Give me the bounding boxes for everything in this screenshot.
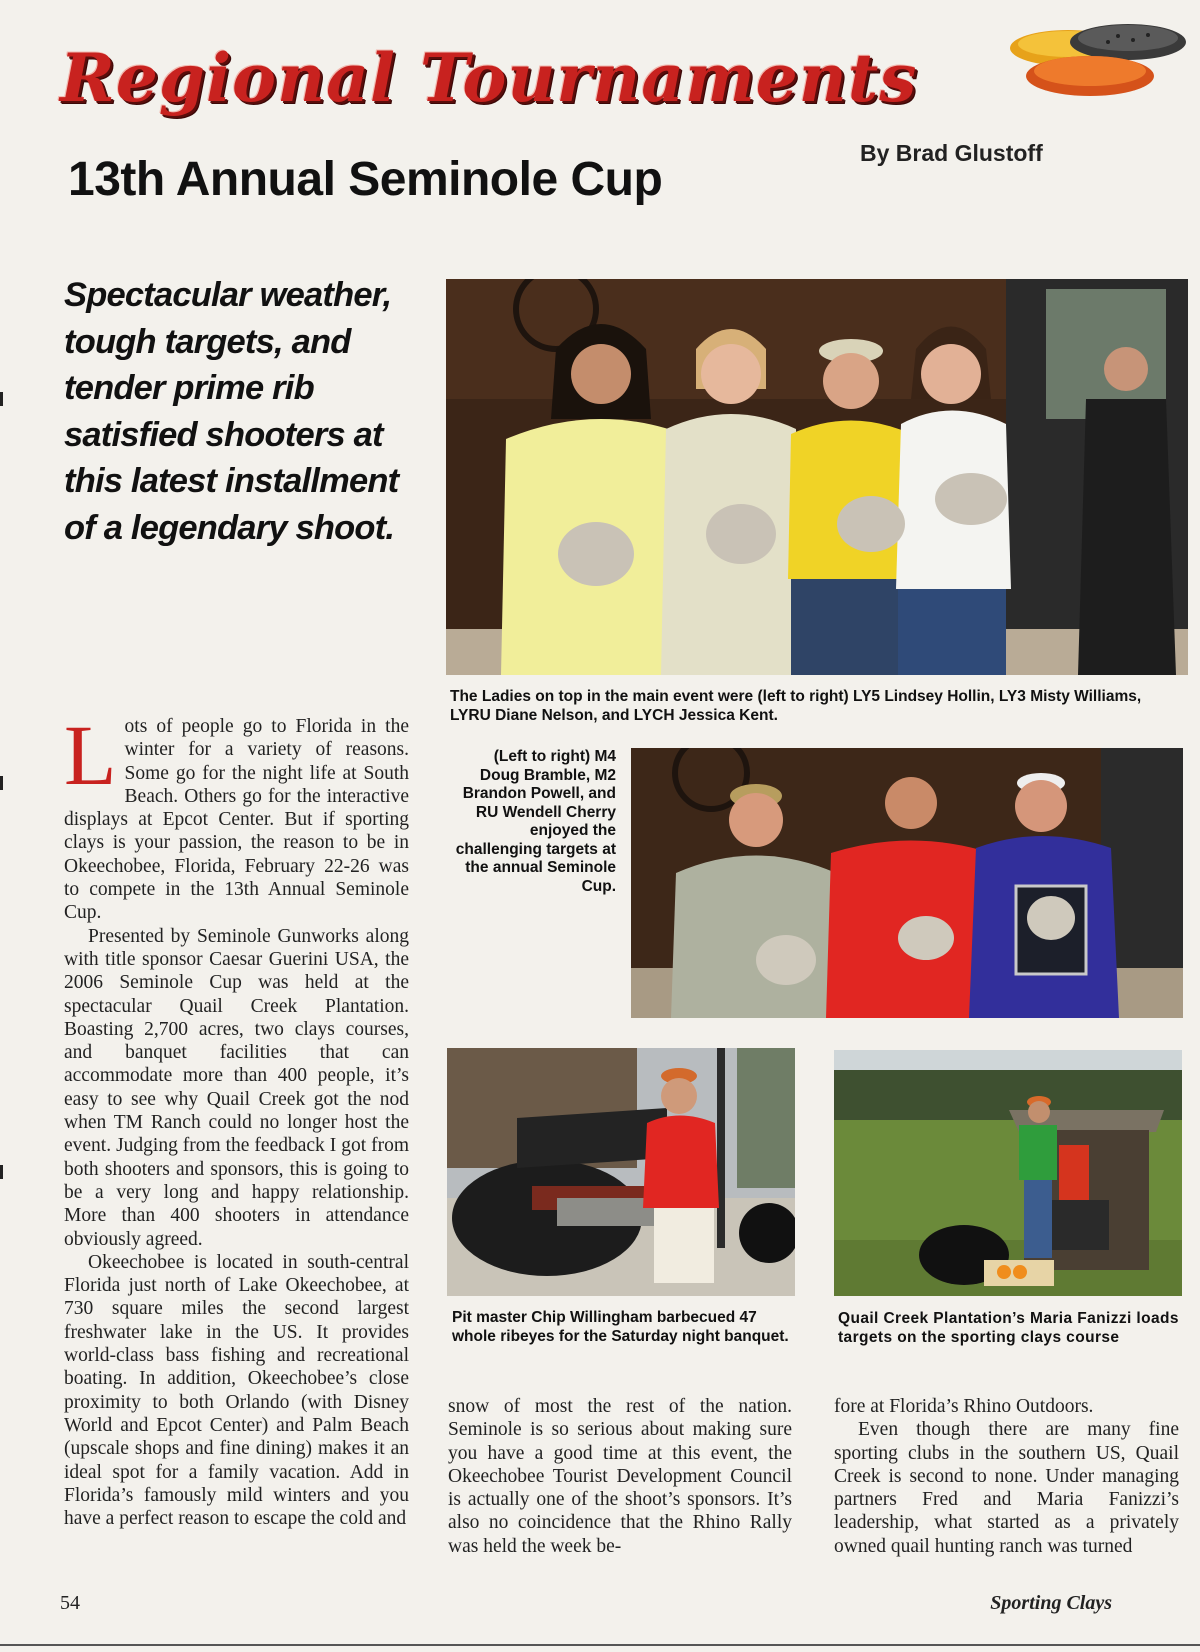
section-title: Regional Tournaments (60, 39, 918, 117)
photo-ladies-winners (446, 279, 1188, 675)
article-paragraph: snow of most the rest of the nation. Seminole is so serious about making sure you have a good time at this event, the Okeechobee Tourist Development Council is actually one of the shoot’s sponsors. It’s also no coincidence that the Rhino Rally was held the week be- (448, 1396, 792, 1557)
binding-mark (0, 392, 3, 406)
footer-rule (0, 1644, 1200, 1646)
binding-mark (0, 1165, 3, 1179)
caption-trap: Quail Creek Plantation’s Maria Fanizzi loads targets on the sporting clays course (838, 1310, 1179, 1346)
caption-pitmaster: Pit master Chip Willingham barbecued 47 whole ribeyes for the Saturday night banquet. (452, 1309, 789, 1345)
drop-cap: L (64, 707, 117, 803)
binding-mark (0, 776, 3, 790)
article-paragraph: Okeechobee is located in south-central Florida just north of Lake Okeechobee, at 730 square miles the second largest freshwater lake in the US. It provides world-class bass fishing and recreational boating. In addition, Okeechobee’s close proximity to both Orlando (with Disney World and Epcot Center) and Palm Beach (upscale shops and fine dining) makes it an ideal spot for a family vacation. Add in Florida’s famously mild winters and you have a perfect reason to escape the cold and (64, 1251, 409, 1530)
article-column-3 (834, 1395, 1179, 1558)
magazine-name: Sporting Clays (990, 1592, 1112, 1614)
headline: 13th Annual Seminole Cup (68, 153, 663, 206)
byline: By Brad Glustoff (860, 140, 1043, 166)
photo-trap-loading (834, 1050, 1182, 1296)
photo-men-winners (631, 748, 1183, 1018)
caption-men: (Left to right) M4 Doug Bramble, M2 Brandon Powell, and RU Wendell Cherry enjoyed the challenging targets at the annual Seminole Cup. (455, 748, 616, 895)
clay-targets-graphic (998, 18, 1188, 108)
caption-ladies: The Ladies on top in the main event were (left to right) LY5 Lindsey Hollin, LY3 Misty Williams, LYRU Diane Nelson, and LYCH Jessica Kent. (450, 688, 1142, 724)
photo-pitmaster (447, 1048, 795, 1296)
article-paragraph: Even though there are many fine sporting clubs in the southern US, Quail Creek is second to none. Under managing partners Fred and Maria Fanizzi’s leadership, what started as a privately owned quail hunting ranch was turned (834, 1419, 1179, 1557)
deck-subheadline: Spectacular weather, tough targets, and tender prime rib satisfied shooters at this latest installment of a legendary shoot. (64, 276, 399, 547)
article-column-1 (64, 707, 409, 1530)
article-paragraph: Presented by Seminole Gunworks along with title sponsor Caesar Guerini USA, the 2006 Seminole Cup was held at the spectacular Quail Creek Plantation. Boasting 2,700 acres, two clays courses, and banquet facilities that can accommodate more than 400 people, it’s easy to see why Quail Creek got the nod when TM Ranch could no longer host the event. Judging from the feedback I got from both shooters and sponsors, this is going to be a very long and happy relationship. More than 400 shooters in attendance obviously agreed. (64, 925, 409, 1250)
page-number: 54 (60, 1592, 80, 1614)
article-paragraph: ots of people go to Florida in the winter for a variety of reasons. Some go for the night life at South Beach. Others go for the interactive displays at Epcot Center. But if sporting clays is your passion, the reason to be in Okeechobee, Florida, February 22-26 was to compete in the 13th Annual Seminole Cup. (64, 716, 409, 924)
article-column-2 (448, 1395, 792, 1558)
article-paragraph: fore at Florida’s Rhino Outdoors. (834, 1396, 1094, 1417)
